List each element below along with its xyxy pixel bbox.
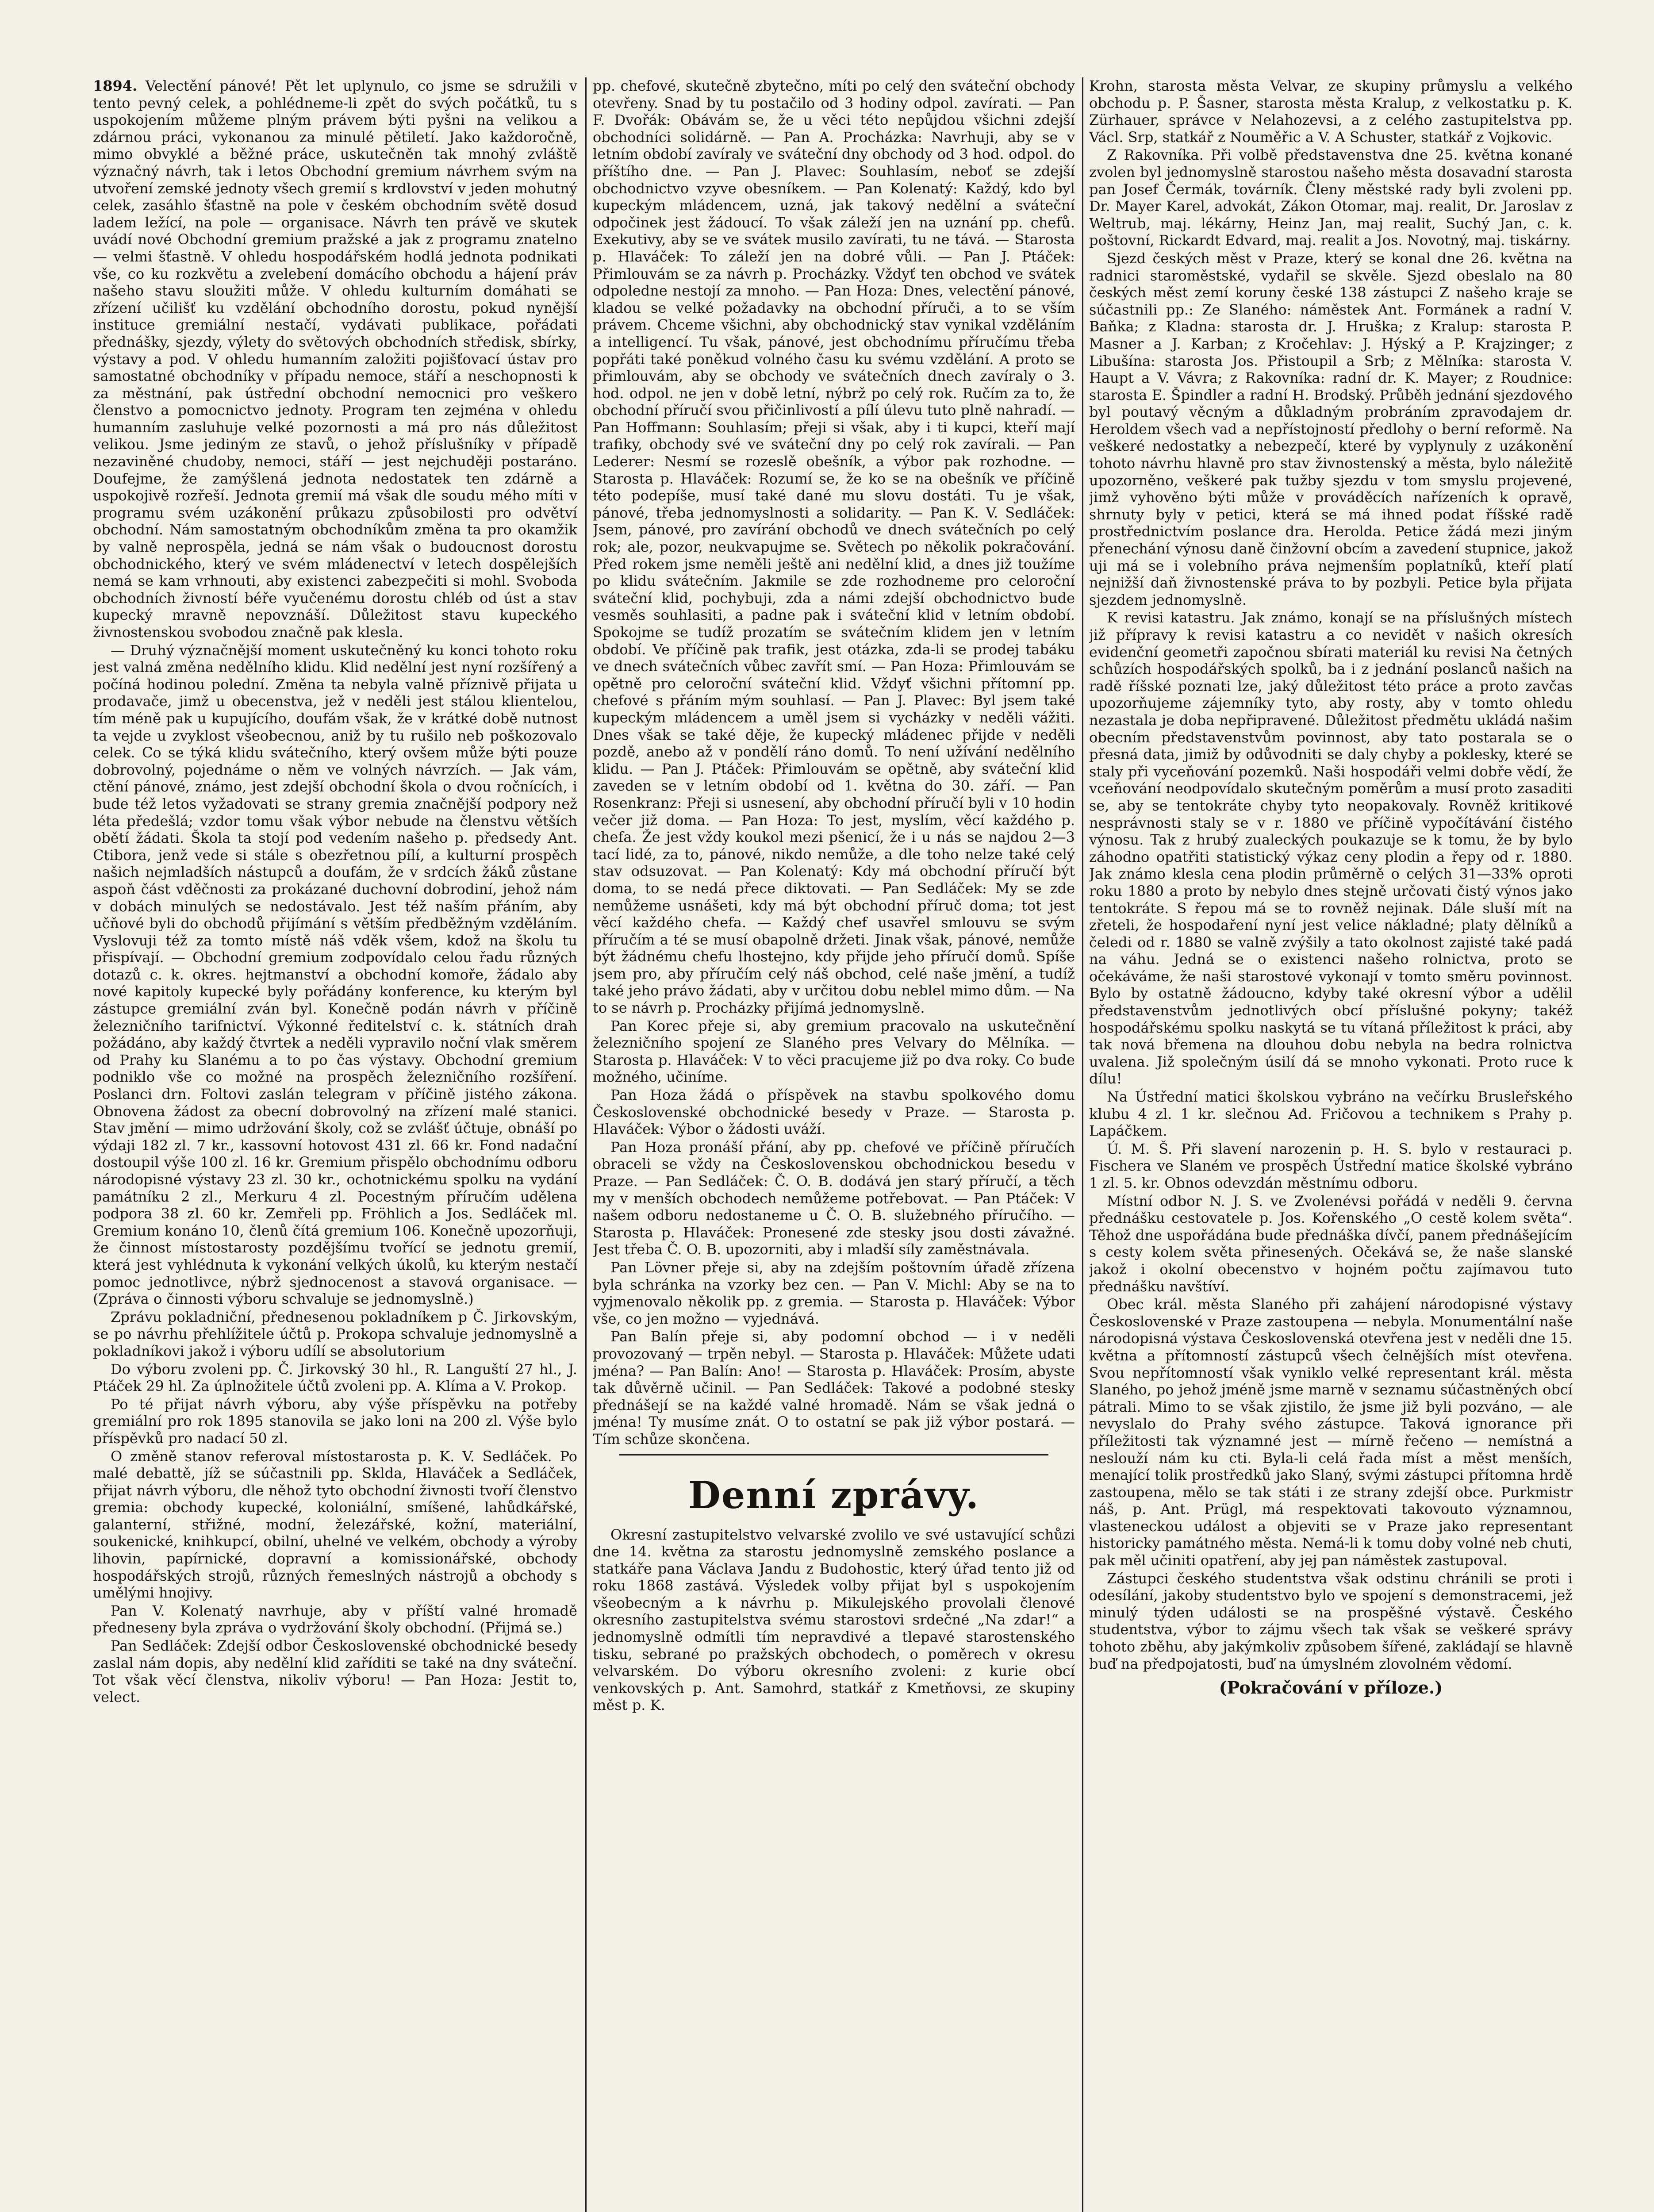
- column1-paragraph-3: Do výboru zvoleni pp. Č. Jirkovský 30 hl., R. Languští 27 hl., J. Ptáček 29 hl. Za úplnožitele účtů zvoleni pp. A. Klíma a V. Prokop.: [93, 1360, 577, 1395]
- section-title: Denní zprávy.: [688, 1473, 979, 1517]
- continuation-note: (Pokračování v příloze.): [1219, 1678, 1443, 1698]
- column3-paragraph-0: Krohn, starosta města Velvar, ze skupiny průmyslu a velkého obchodu p. P. Šasner, starosta města Kralup, z velkostatku p. K. Zürhauer, správce v Nelahozevsi, a z celého zastupitelstva pp. Václ. Srp, statkář z Nouměřic a V. A Schuster, statkář z Vojkovic.: [1089, 77, 1573, 146]
- column-3: [1089, 77, 1573, 2212]
- column2-paragraph-1: Pan Korec přeje si, aby gremium pracovalo na uskutečnění železničního spojení ze Slaného pres Velvary do Mělníka. — Starosta p. Hlaváček: V to věci pracujeme již po dva roky. Co bude možného, učiníme.: [593, 1017, 1075, 1086]
- column3-paragraph-8: Zástupci českého studentstva však odstinu chránili se proti i odesílání, jakoby studentstvo bylo ve spojení s demonstracemi, jež minulý týden události se na prospěšné výstavě. Českého studentstva, výbor to zájmu všech tak však se veškeré správy tohoto zběhu, aby jakýmkoliv způsobem šířené, zakládají se hlavně buď na předpojatosti, buď na úmyslném zlovolném vědomí.: [1089, 1570, 1573, 1672]
- column-1: [93, 77, 577, 2212]
- column3-paragraph-3: K revisi katastru. Jak známo, konají se na příslušných místech již přípravy k revisi katastru a co nevidět v našich okresích evidenční geometři započnou sbírati materiál ku revisi Na četných schůzích hospodářských spolků, ba i z jednání poslanců našich na radě říšské poznati lze, jaký důležitost této práce a proto zavčas upozorňujeme zájemníky tyto, aby rosty, aby v tomto ohledu nezastala je doba nepřipravené. Důležitost předmětu ukládá našim obecním představenstvům povinnost, aby tato postarala se o přesná data, jimiž by odůvodniti se daly chyby a poklesky, které se staly při vyceňování pozemků. Naši hospodáři velmi dobře vědí, že vceňování neodpovídalo skutečným poměrům a musí proto zasaditi se, aby se tentokráte chyby tyto neopakovaly. Rovněž kritikové nesprávnosti staly se v r. 1880 ve příčině vypočítávání čistého výnosu. Tak z hrubý zualeckých poukazuje se k tomu, že by bylo záhodno opatřiti statistický výkaz ceny plodin a řepy od r. 1880. Jak známo klesla cena plodin průměrně o celých 31—33% oproti roku 1880 a proto by nebylo dnes stejně určovati čistý výnos jako tentokráte. S řepou má se to rovněž nejinak. Dále sluší mít na zřeteli, že hospodaření nyní jest velice nákladné; platy dělníků a čeledi od r. 1880 se valně zvýšily a tato okolnost zajisté také padá na váhu. Jedná se o existenci našeho rolnictva, proto se očekáváme, že naši starostové vykonají v tomto směru povinnost. Bylo by ostatně žádoucno, kdyby také okresní výbor a udělil představenstvům jednotlivých obcí příslušné pokyny; takéž hospodářskému spolku naskytá se tu vítaná příležitost k práci, aby tak nová břemena na dlouhou dobu nebyla na bedra rolnictva uvalena. Již společným úsilí dá se mnoho vykonati. Proto ruce k dílu!: [1089, 609, 1573, 1087]
- news-item: Okresní zastupitelstvo velvarské zvolilo ve své ustavující schůzi dne 14. května za starostu jednomyslně zemského poslance a statkáře pana Václava Jandu z Budohostic, který úřad tento již od roku 1868 zastává. Výsledek volby přijat byl s uspokojením všeobecným a k návrhu p. Mikulejského provolali členové okresního zastupitelstva svému starostovi srdečné „Na zdar!“ a jednomyslně odmítli tím nepravdivé a tlepavé starostenského tisku, sebrané po pražských obchodech, o poměrech v okresu velvarském. Do výboru okresního zvoleni: z kurie obcí venkovských p. Ant. Samohrd, statkář z Kmetňovsi, ze skupiny měst p. K.: [593, 1526, 1075, 1714]
- year-lead: 1894.: [93, 77, 138, 94]
- column1-paragraph-2: Zprávu pokladniční, přednesenou pokladníkem p Č. Jirkovským, se po návrhu přehlížitele účtů p. Prokopa schvaluje jednomyslně a pokladníkovi jakož i výboru udílí se absolutorium: [93, 1308, 577, 1359]
- column2-paragraph-5: Pan Balín přeje si, aby podomní obchod — i v neděli provozovaný — trpěn nebyl. — Starosta p. Hlaváček: Můžete udati jména? — Pan Balín: Ano! — Starosta p. Hlaváček: Prosím, abyste tak důvěrně učinil. — Pan Sedláček: Takové a podobné stesky přednášejí se na každé valné hromadě. Nám se však jedná o jména! Ty musíme znát. O to ostatní se pak již výbor postará. — Tím schůze skončena.: [593, 1328, 1075, 1448]
- column1-paragraph-4: Po té přijat návrh výboru, aby výše příspěvku na potřeby gremiální pro rok 1895 stanovila se jako loni na 200 zl. Výše bylo příspěvků pro nadací 50 zl.: [93, 1395, 577, 1447]
- column3-paragraph-6: Místní odbor N. J. S. ve Zvolenévsi pořádá v neděli 9. června přednášku cestovatele p. Jos. Kořenského „O cestě kolem světa“. Těhož dne uspořádána bude přednáška dívčí, panem přednášejícím s cesty kolem světa přinesených. Očekává se, že naše slanské jakož i okolní obecenstvo v hojném počtu zajímavou tuto přednášku navštíví.: [1089, 1192, 1573, 1295]
- column-divider-1: [585, 77, 587, 2212]
- column1-paragraph-6: Pan V. Kolenatý navrhuje, aby v příští valné hromadě předneseny byla zpráva o vydržování školy obchodní. (Přijmá se.): [93, 1602, 577, 1636]
- column3-paragraph-7: Obec král. města Slaného při zahájení národopisné výstavy Československé v Praze zastoupena — nebyla. Monumentální naše národopisná výstava Československá otevřena jest v neděli dne 15. května a přítomností zástupců všech čelnějších míst otevřena. Svou nepřítomností však vyniklo velké representant král. města Slaného, po jehož jméně jsme marně v seznamu súčastněných obcí pátrali. Mimo to se však zjistilo, že jsme již byli pozváno, — ale nevyslalo do Prahy svého zástupce. Taková ignorance při příležitosti tak významné jest — mírně řečeno — nemístná a neslouží nám ku cti. Byla-li celá řada míst a měst menších, menající tolik prostředků jako Slaný, svými zástupci přítomna hrdě zastoupena, mělo se tak státi i ze strany zdejší obce. Purkmistr náš, p. Ant. Prügl, má respektovati takovouto významnou, vlasteneckou událost a objeviti se v Praze jako representant historicky památného města. Nemá-li k tomu doby volné neb chuti, pak měl učiniti opatření, aby jej pan náměstek zastupoval.: [1089, 1296, 1573, 1569]
- column2-paragraph-4: Pan Lövner přeje si, aby na zdejším poštovním úřadě zřízena byla schránka na vzorky bez cen. — Pan V. Michl: Aby se na to vyjmenovalo několik pp. z gremia. — Starosta p. Hlaváček: Výbor vše, co jen možno — vyjednává.: [593, 1259, 1075, 1327]
- column2-paragraph-2: Pan Hoza žádá o příspěvek na stavbu spolkového domu Československé obchodnické besedy v Praze. — Starosta p. Hlaváček: Výbor o žádosti uváží.: [593, 1087, 1075, 1138]
- column3-paragraph-1: Z Rakovníka. Při volbě představenstva dne 25. května konané zvolen byl jednomyslně starostou našeho města dosavadní starosta pan Josef Čermák, továrník. Členy městské rady byli zvoleni pp. Dr. Mayer Karel, advokát, Zákon Otomar, maj. realit, Dr. Jaroslav z Weltrub, maj. lékárny, Heinz Jan, maj realit, Suchý Jan, c. k. poštovní, Rickardt Edvard, maj. realit a Jos. Novotný, maj. tiskárny.: [1089, 146, 1573, 249]
- column1-paragraph-1: — Druhý význačnější moment uskutečněný ku konci tohoto roku jest valná změna nedělního klidu. Klid nedělní jest nyní rozšířený a počíná hodinou polední. Změna ta nebyla valně příznivě přijata u prodavače, jimž u obecenstva, jež v neděli jest stálou klientelou, tím méně pak u kupujícího, doufám však, že v krátké době nutnost ta vejde u zvyklost všeobecnou, aniž by tu rušilo neb poškozovalo celek. Co se týká klidu svátečního, který ovšem může býti pouze dobrovolný, pojednáme o něm ve volných návrzích. — Jak vám, ctění pánové, známo, jest zdejší obchodní škola o dvou ročnících, i bude též letos vyžadovati se strany gremia značnější podpory než léta předešlá; vzdor tomu však výbor nebude na členstvu větších obětí žádati. Škola ta stojí pod vedením našeho p. předsedy Ant. Ctibora, jenž vede si stále s obezřetnou pílí, a kulturní prospěch našich nejmladších nástupců a doufám, že v srdcích žáků zůstane aspoň část vděčnosti za prokázané duchovní dobrodiní, jehož nám v dobách minulých se nedostávalo. Jest též naším přáním, aby učňové byli do obchodů přijímání s větším předběžným vzděláním. Vyslovuji též za tomto místě náš vděk všem, kdož na školu tu přispívají. — Obchodní gremium zodpovídalo celou řadu různých dotazů c. k. okres. hejtmanství a obchodní komoře, žádalo aby nové kapitoly kupecké byly pořádány konference, ku kterým byl zástupce gremiální zván byl. Konečně podán návrh v příčině železničního tarifnictví. Výkonné ředitelství c. k. státních drah požádáno, aby každý čtvrtek a neděli vypravilo noční vlak směrem od Prahy ku Slanému a to po čas výstavy. Obchodní gremium podniklo vše co možné na prospěch železničního rozšíření. Poslanci drn. Foltovi zaslán telegram v příčině jistého zákona. Obnovena žádost za obecní dobrovolný na zřízení malé stanici. Stav jmění — mimo udržování školy, což se zvlášť účtuje, obnáší po výdaji 182 zl. 7 kr., kassovní hotovost 431 zl. 66 kr. Fond nadační dostoupil výše 100 zl. 16 kr. Gremium přispělo obchodnímu odboru národopisné výstavy 23 zl. 30 kr., ochotnickému spolku na vydání památníku 2 zl., Merkuru 4 zl. Pocestným příručím udělena podpora 38 zl. 60 kr. Zemřeli pp. Fröhlich a Jos. Sedláček ml. Gremium konáno 10, členů čítá gremium 106. Konečně upozorňuji, že činnost místostarosty pozdějšímu tvořící se jednotu gremií, která jest vyhlédnuta k vykonání velkých úkolů, ku kterým nestačí pomoc jednotlivce, nýbrž sjednocenost a stavová organisace. — (Zpráva o činnosti výboru schvaluje se jednomyslně.): [93, 641, 577, 1308]
- section-divider: [619, 1454, 1048, 1455]
- column3-paragraph-4: Na Ústřední matici školskou vybráno na večírku Brusleřského klubu 4 zl. 1 kr. slečnou Ad. Fričovou a technikem s Prahy p. Lapáčkem.: [1089, 1088, 1573, 1140]
- column-2: [593, 77, 1075, 2212]
- column1-paragraph-0: Velectění pánové! Pět let uplynulo, co jsme se sdružili v tento pevný celek, a pohlédneme-li zpět do svých počátků, tu s uspokojením můžeme plným právem býti pyšni na velikou a zdárnou práci, vykonanou za minulé pětiletí. Jako každoročně, mimo obvyklé a běžné práce, uskutečněn tak mnohý zvláště význačný návrh, tak i letos Obchodní gremium návrhem svým na utvoření zemské jednoty všech gremií s krdlovství v jeden mohutný celek, zasáhlo šťastně na pole v českém obchodním světě dosud ladem ležící, na pole — organisace. Návrh ten právě ve skutek uvádí nové Obchodní gremium pražské a jak z programu znatelno — velmi šťastně. V ohledu hospodářském hodlá jednota podnikati vše, co ku rozkvětu a zvelebení domácího obchodu a hájení práv našeho stavu sloužiti může. V ohledu kulturním domáhati se zřízení učilišť ku vzdělání obchodního dorostu, pokud nynější instituce gremiální nestačí, vydávati publikace, pořádati přednášky, sjezdy, výlety do světových obchodních středisk, sbírky, výstavy a pod. V ohledu humanním založiti pojišťovací ústav pro samostatné obchodníky v případu nemoce, stáří a neschopnosti k za městnání, pak ústřední obchodní nemocnici pro veškero členstvo a pomocnictvo jednoty. Program ten zejména v ohledu humanním zasluhuje velké pozornosti a má pro nás důležitost velikou. Jsme jediným ze stavů, o jehož příslušníky v případě nezaviněné chudoby, nemoci, stáří — jest nejchuději postaráno. Doufejme, že zamýšlená jednota nedostatek ten zdárně a uspokojivě rozřeší. Jednota gremií má však dle soudu mého míti v programu svém uzákonění průkazu způsobilosti pro odvětví obchodní. Nám samostatným obchodníkům změna ta pro okamžik by valně neprospěla, jedná se nám však o budoucnost dorostu obchodnického, který ve svém mládenectví v letech dospělejších nemá se kam vrhnouti, aby existenci zabezpečiti si mohl. Svoboda obchodních živností béře vyučenému dorostu chléb od úst a stav kupecký mravně nepovznáší. Důležitost stavu kupeckého živnostenskou svobodou značně pak klesla.: [93, 77, 577, 641]
- column3-paragraph-5: Ú. M. Š. Při slavení narozenin p. H. S. bylo v restauraci p. Fischera ve Slaném ve prospěch Ústřední matice školské vybráno 1 zl. 5. kr. Obnos odevzdán městnímu odboru.: [1089, 1140, 1573, 1191]
- column-divider-2: [1082, 77, 1083, 2212]
- column1-paragraph-7: Pan Sedláček: Zdejší odbor Československé obchodnické besedy zaslal nám dopis, aby nedělní klid zaříditi se také na dny sváteční. Tot však věcí členstva, nikoliv výboru! — Pan Hoza: Jestit to, velect.: [93, 1637, 577, 1705]
- lead-paragraph: [93, 77, 577, 641]
- column2-paragraph-3: Pan Hoza pronáší přání, aby pp. chefové ve příčině příručích obraceli se vždy na Československou obchodnickou besedu v Praze. — Pan Sedláček: Č. O. B. dodává jen starý příručí, a těch my v menších obchodech nemůžeme potřebovat. — Pan Ptáček: V našem odboru nedostaneme u Č. O. B. služebného příručího. — Starosta p. Hlaváček: Pronesené zde stesky jsou dosti závažné. Jest třeba Č. O. B. upozorniti, aby i mladší síly zaměstnávala.: [593, 1138, 1075, 1258]
- column2-paragraph-0: pp. chefové, skutečně zbytečno, míti po celý den sváteční obchody otevřeny. Snad by tu postačilo od 3 hodiny odpol. zavírati. — Pan F. Dvořák: Obávám se, že u věci této nepůjdou všichni zdejší obchodníci solidárně. — Pan A. Procházka: Navrhuji, aby se v letním období zavíraly ve sváteční dny obchody od 3 hod. odpol. do příštího dne. — Pan J. Plavec: Souhlasím, neboť se zdejší obchodnictvo vzyve obesníkem. — Pan Kolenatý: Každý, kdo byl kupeckým mládencem, uzná, jak takový nedělní a sváteční odpočinek jest žádoucí. To však záleží jen na uznání pp. chefů. Exekutivy, aby se ve svátek musilo zavírati, tu ne tává. — Starosta p. Hlaváček: To záleží jen na dobré vůli. — Pan J. Ptáček: Přimlouvám se za návrh p. Procházky. Vždyť ten obchod ve svátek odpoledne nestojí za mnoho. — Pan Hoza: Dnes, velectění pánové, kladou se velké požadavky na obchodní příruči, a to se vším právem. Chceme všichni, aby obchodnický stav vynikal vzděláním a intelligencí. Tu však, pánové, jest obchodnímu příručímu třeba popřáti také poněkud volného času ku svému vzdělání. A proto se přimlouvám, aby se obchody ve svátečních dnech zavíraly o 3. hod. odpol. ne jen v době letní, nýbrž po celý rok. Ručím za to, že obchodní příručí svou přičinlivostí a pílí úlevu tuto plně nahradí. — Pan Hoffmann: Souhlasím; přeji si však, aby i ti kupci, kteří mají trafiky, obchody své ve sváteční dny po celý rok zavírali. — Pan Lederer: Nesmí se rozeslě obešník, a výbor pak rozhodne. — Starosta p. Hlaváček: Rozumí se, že ko se na obešník ve příčině této podepíše, musí také dané mu slovu dostáti. Tu je však, pánové, třeba jednomyslnosti a solidarity. — Pan K. V. Sedláček: Jsem, pánové, pro zavírání obchodů ve dnech svátečních po celý rok; ale, pozor, neukvapujme se. Světech po několik pokračování. Před rokem jsme neměli ještě ani nedělní klid, a dnes již toužíme po klidu svátečním. Jakmile se zde rozhodneme pro celoroční sváteční klid, pochybuji, zda a námi zdejší obchodnictvo bude vesměs souhlasiti, a padne pak i sváteční klid v letním období. Spokojme se tudíž prozatím se svátečním klidem jen v letním období. Ve příčině pak trafik, jest otázka, zda-li se prodej tabáku ve dnech svátečních vůbec zavřít smí. — Pan Hoza: Přimlouvám se opětně pro celoroční sváteční klid. Vždyť všichni přítomní pp. chefové s přáním mým souhlasí. — Pan J. Plavec: Byl jsem také kupeckým mládencem a uměl jsem si vycházky v neděli vážiti. Dnes však se také děje, že kupecký mládenec přijde v neděli pozdě, anebo až v pondělí ráno domů. To není užívání nedělního klidu. — Pan J. Ptáček: Přimlouvám se opětně, aby sváteční klid zaveden se v letním období od 1. května do 30. září. — Pan Rosenkranz: Přeji si usnesení, aby obchodní příručí byli v 10 hodin večer již doma. — Pan Hoza: To jest, myslím, věcí každého p. chefa. Že jest vždy koukol mezi pšenicí, že i u nás se najdou 2—3 tací lidé, za to, pánové, nikdo nemůže, a dle toho nelze také celý stav odsuzovat. — Pan Kolenatý: Kdy má obchodní příručí být doma, to se nedá přece diktovati. — Pan Sedláček: My se zde nemůžeme usnášeti, kdy má být obchodní příruč doma; tot jest věcí každého chefa. — Každý chef usavřel smlouvu se svým příručím a té se musí obapolně držeti. Jinak však, pánové, nemůže být žádnému chefu lhostejno, kdy přijde jeho příručí domů. Spíše jsem pro, aby příručím celý náš obchod, celé naše jmění, a tudíž také jeho právo žádati, aby v určitou dobu neblel mimo dům. — Na to se návrh p. Procházky přijímá jednomyslně.: [593, 77, 1075, 1017]
- column3-paragraph-2: Sjezd českých měst v Praze, který se konal dne 26. května na radnici staroměstské, vydařil se skvěle. Sjezd obeslalo na 80 českých měst zemí koruny české 138 zástupci Z našeho kraje se súčastnili pp.: Ze Slaného: náměstek Ant. Formánek a radní V. Baňka; z Kladna: starosta dr. J. Hruška; z Kralup: starosta P. Masner a J. Karban; z Kročehlav: J. Hýský a P. Krajzinger; z Libušína: starosta Jos. Přistoupil a Srb; z Mělníka: starosta V. Haupt a V. Vávra; z Rakovníka: radní dr. K. Mayer; z Roudnice: starosta E. Špindler a radní H. Brodský. Průběh jednání sjezdového byl poutavý věcným a důkladným probráním zpravodajem dr. Heroldem všech vad a nepřístojností předlohy o berní reformě. Na veškeré nedostatky a nebezpečí, které by vyplynuly z uzákonění tohoto návrhu hlavně pro stav živnostenský a města, bylo náležitě upozorněno, veškeré pak tužby sjezdu v tom smyslu projevené, jimž vyhověno býti může v prováděcích nařízeních k opravě, shrnuty byly v petici, která se má ihned podat říšské radě prostřednictvím poslance dra. Herolda. Petice žádá mezi jiným přenechání výnosu daně činžovní obcím a zavedení stupnice, jakož uji má se i volebního práva nejmenším poplatníků, kteří platí nejnižší daň živnostenské práva to by pozbyli. Petice byla přijata sjezdem jednomyslně.: [1089, 250, 1573, 608]
- column1-paragraph-5: O změně stanov referoval místostarosta p. K. V. Sedláček. Po malé debattě, jíž se súčastnili pp. Sklda, Hlaváček a Sedláček, přijat návrh výboru, dle něhož tyto obchodní živnosti tvoří členstvo gremia: obchody kupecké, koloniální, smíšené, lahůdkářské, galanterní, střižné, modní, železářské, kožní, materiální, soukenické, knihkupcí, obilní, uhelné ve velkém, obchody a výroby lihovin, papírnické, dopravní a komissionářské, obchody hospodářských strojů, různých řemeslných nástrojů a obchody s umělými hnojivy.: [93, 1448, 577, 1601]
